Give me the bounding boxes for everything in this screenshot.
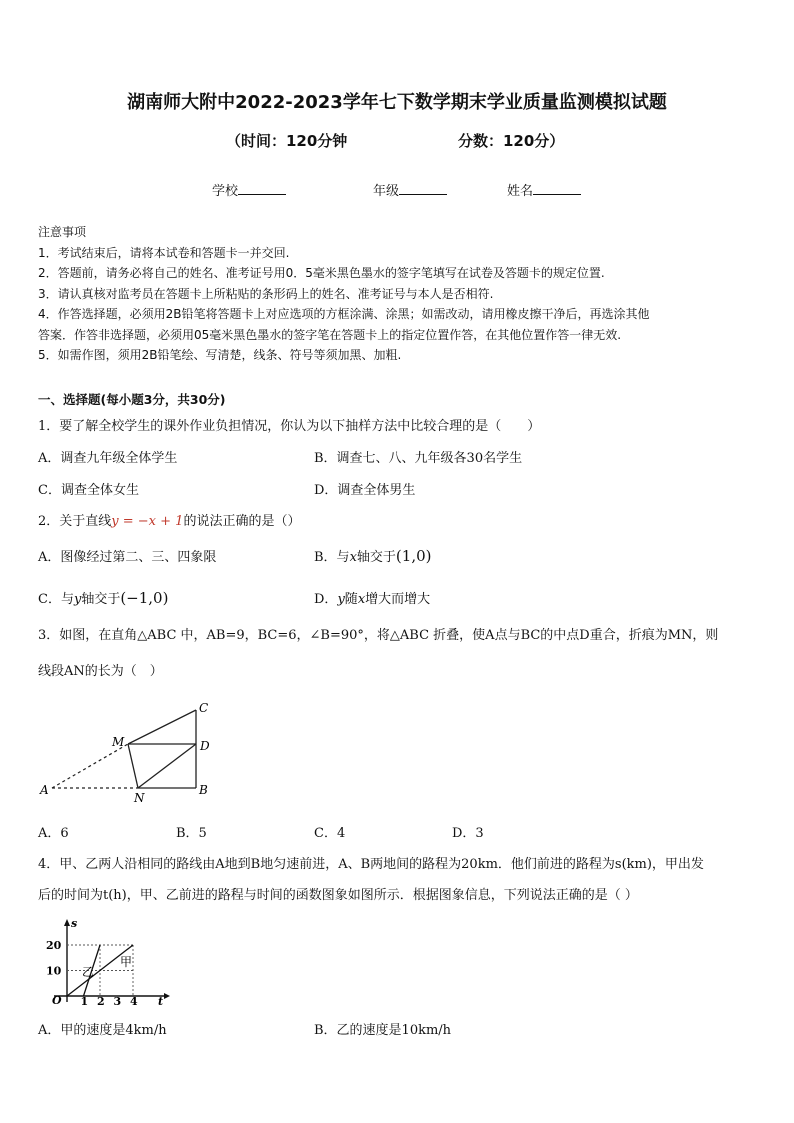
q3-option-c: C．4 bbox=[314, 826, 346, 841]
label-m: M bbox=[112, 735, 125, 749]
q4-option-a: A．甲的速度是4km/h bbox=[38, 1023, 167, 1038]
notice-item: 3．请认真核对监考员在答题卡上所粘贴的条形码上的姓名、准考证号与本人是否相符. bbox=[38, 286, 494, 301]
question-4-stem-line2: 后的时间为t(h)，甲、乙前进的路程与时间的函数图象如图所示．根据图象信息，下列说法正确的是（ ） bbox=[38, 888, 638, 903]
series-label-yi: 乙 bbox=[82, 965, 95, 979]
q2-c-var: y bbox=[73, 592, 82, 607]
q4-function-graph bbox=[40, 914, 180, 1006]
q2-b-pre: B．与 bbox=[314, 550, 350, 565]
q1-option-c: C．调查全体女生 bbox=[38, 483, 139, 498]
segment-nd bbox=[138, 744, 196, 788]
q1-option-a: A．调查九年级全体学生 bbox=[38, 451, 178, 466]
q2-d-post: 增大而增大 bbox=[365, 592, 431, 607]
x-tick-label: 3 bbox=[113, 995, 122, 1006]
question-3-stem-line1: 3．如图，在直角△ABC 中，AB=9，BC=6，∠B=90°，将△ABC 折叠，使A点与BC的中点D重合，折痕为MN，则 bbox=[38, 628, 719, 643]
q2-c-pre: C．与 bbox=[38, 592, 74, 607]
q2-stem-pre: 2．关于直线 bbox=[38, 514, 112, 529]
school-label: 学校 bbox=[212, 184, 239, 199]
q1-option-b: B．调查七、八、九年级各30名学生 bbox=[314, 451, 523, 466]
y-axis-arrow bbox=[64, 919, 70, 926]
q4-option-b: B．乙的速度是10km/h bbox=[314, 1023, 452, 1038]
page-title: 湖南师大附中2022-2023学年七下数学期末学业质量监测模拟试题 bbox=[127, 92, 667, 113]
segment-am-dashed bbox=[52, 744, 128, 788]
q2-stem-post: 的说法正确的是（） bbox=[183, 514, 301, 529]
q2-option-b bbox=[314, 546, 431, 565]
q2-b-post: 轴交于 bbox=[356, 550, 396, 565]
series-label-jia: 甲 bbox=[120, 955, 133, 969]
q1-option-d: D．调查全体男生 bbox=[314, 483, 416, 498]
notice-item: 1．考试结束后，请将本试卷和答题卡一并交回. bbox=[38, 245, 290, 260]
question-1-stem: 1．要了解全校学生的课外作业负担情况，你认为以下抽样方法中比较合理的是（ ） bbox=[38, 419, 541, 434]
x-tick-label: 1 bbox=[80, 995, 89, 1006]
x-tick-label: 2 bbox=[97, 995, 105, 1006]
origin-label: O bbox=[52, 994, 62, 1006]
notice-item: 5．如需作图，须用2B铅笔绘、写清楚，线条、符号等须加黑、加粗. bbox=[38, 348, 402, 362]
x-axis-label: t bbox=[158, 995, 164, 1006]
label-d: D bbox=[200, 739, 210, 753]
x-axis-arrow bbox=[164, 993, 170, 999]
notice-item: 答案．作答非选择题，必须用05毫米黑色墨水的签字笔在答题卡上的指定位置作答，在其他位置作答一律无效. bbox=[38, 327, 622, 342]
q3-option-d: D．3 bbox=[452, 826, 484, 841]
notice-item: 2．答题前，请务必将自己的姓名、准考证号用0．5毫米黑色墨水的签字笔填写在试卷及答题卡的规定位置. bbox=[38, 266, 605, 280]
section-heading: 一、选择题(每小题3分，共30分) bbox=[38, 392, 226, 407]
q2-b-point: (1,0) bbox=[395, 547, 432, 565]
grade-field bbox=[373, 180, 447, 199]
q2-option-d bbox=[314, 588, 430, 607]
q2-c-post: 轴交于 bbox=[81, 592, 121, 607]
x-tick-label: 4 bbox=[130, 995, 138, 1006]
label-n: N bbox=[134, 791, 145, 805]
y-tick-label: 10 bbox=[46, 964, 62, 978]
y-axis-label: s bbox=[71, 917, 78, 930]
q3-triangle-figure bbox=[36, 698, 226, 810]
notice-heading: 注意事项 bbox=[38, 225, 87, 239]
grade-label: 年级 bbox=[373, 184, 400, 199]
school-field bbox=[212, 180, 286, 199]
y-tick-label: 20 bbox=[46, 939, 62, 952]
notice-section bbox=[38, 222, 650, 366]
q2-d-pre: D． bbox=[314, 592, 338, 607]
score-label: 分数：120分） bbox=[458, 132, 565, 150]
q2-d-var1: y bbox=[337, 592, 345, 607]
segment-mn bbox=[128, 744, 138, 788]
q2-d-mid: 随 bbox=[344, 592, 358, 607]
grade-blank bbox=[399, 182, 447, 195]
q2-b-var: x bbox=[349, 550, 357, 565]
school-blank bbox=[238, 182, 286, 195]
label-c: C bbox=[199, 701, 209, 715]
name-label: 姓名 bbox=[507, 184, 534, 199]
time-label: （时间：120分钟 bbox=[226, 132, 348, 150]
q2-option-a: A．图像经过第二、三、四象限 bbox=[38, 550, 217, 565]
notice-item: 4．作答选择题，必须用2B铅笔将答题卡上对应选项的方框涂满、涂黑；如需改动，请用橡皮擦干净后，再选涂其他 bbox=[38, 307, 650, 321]
q3-option-b: B．5 bbox=[176, 826, 207, 841]
q2-option-c bbox=[38, 588, 168, 607]
question-2-stem bbox=[38, 510, 300, 529]
name-blank bbox=[533, 182, 581, 195]
q3-option-a: A．6 bbox=[38, 826, 69, 841]
label-b: B bbox=[199, 783, 208, 797]
question-4-stem-line1: 4．甲、乙两人沿相同的路线由A地到B地匀速前进，A、B两地间的路程为20km．他们前进的路程为s(km)，甲出发 bbox=[38, 857, 704, 872]
name-field bbox=[507, 180, 581, 199]
segment-cm bbox=[128, 710, 196, 744]
question-3-stem-line2: 线段AN的长为（ ） bbox=[38, 664, 163, 679]
label-a: A bbox=[40, 783, 49, 797]
q2-c-point: (−1,0) bbox=[120, 589, 169, 607]
q2-d-var2: x bbox=[357, 592, 366, 607]
q2-equation: y = −x + 1 bbox=[111, 514, 184, 529]
